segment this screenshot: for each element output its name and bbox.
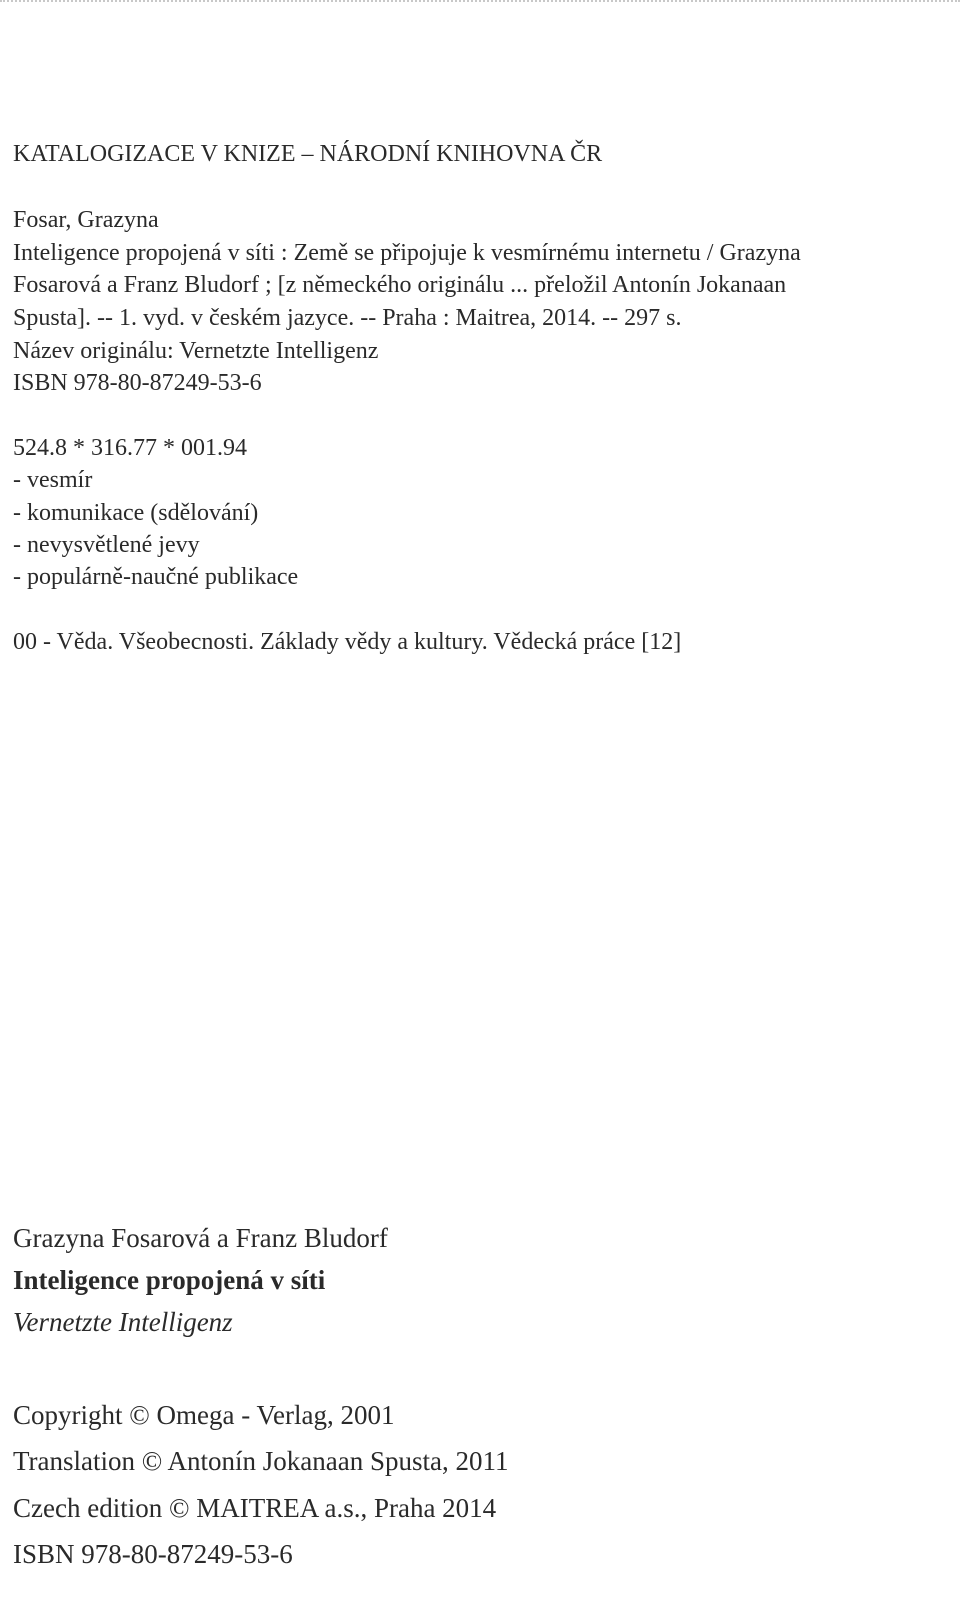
catalog-subject: - vesmír [13,467,93,493]
copyright-line: Copyright © Omega - Verlag, 2001 [13,1400,395,1430]
edition-line: Czech edition © MAITREA a.s., Praha 2014 [13,1493,497,1523]
catalog-original-title: Název originálu: Vernetzte Intelligenz [13,338,379,364]
catalog-subject: - populárně-naučné publikace [13,564,299,590]
book-title: Inteligence propojená v síti [13,1265,326,1295]
translation-line: Translation © Antonín Jokanaan Spusta, 2011 [13,1446,509,1476]
catalog-author: Fosar, Grazyna [13,207,159,233]
catalog-description-line: Spusta]. -- 1. vyd. v českém jazyce. -- Praha : Maitrea, 2014. -- 297 s. [13,305,682,331]
isbn-line: ISBN 978-80-87249-53-6 [13,1539,293,1569]
catalog-classification: 00 - Věda. Všeobecnosti. Základy vědy a kultury. Vědecká práce [12] [13,629,682,655]
catalog-subject: - komunikace (sdělování) [13,500,259,526]
book-original-title: Vernetzte Intelligenz [13,1307,233,1337]
catalog-description-line: Fosarová a Franz Bludorf ; [z německého originálu ... přeložil Antonín Jokanaan [13,272,787,298]
catalog-description-line: Inteligence propojená v síti : Země se připojuje k vesmírnému internetu / Grazyna [13,240,801,266]
catalog-subject: - nevysvětlené jevy [13,532,200,558]
catalog-isbn: ISBN 978-80-87249-53-6 [13,370,262,396]
catalog-udc: 524.8 * 316.77 * 001.94 [13,435,247,461]
book-authors: Grazyna Fosarová a Franz Bludorf [13,1223,388,1253]
top-dotted-border [0,0,960,2]
catalog-heading: KATALOGIZACE V KNIZE – NÁRODNÍ KNIHOVNA ČR [13,141,603,167]
